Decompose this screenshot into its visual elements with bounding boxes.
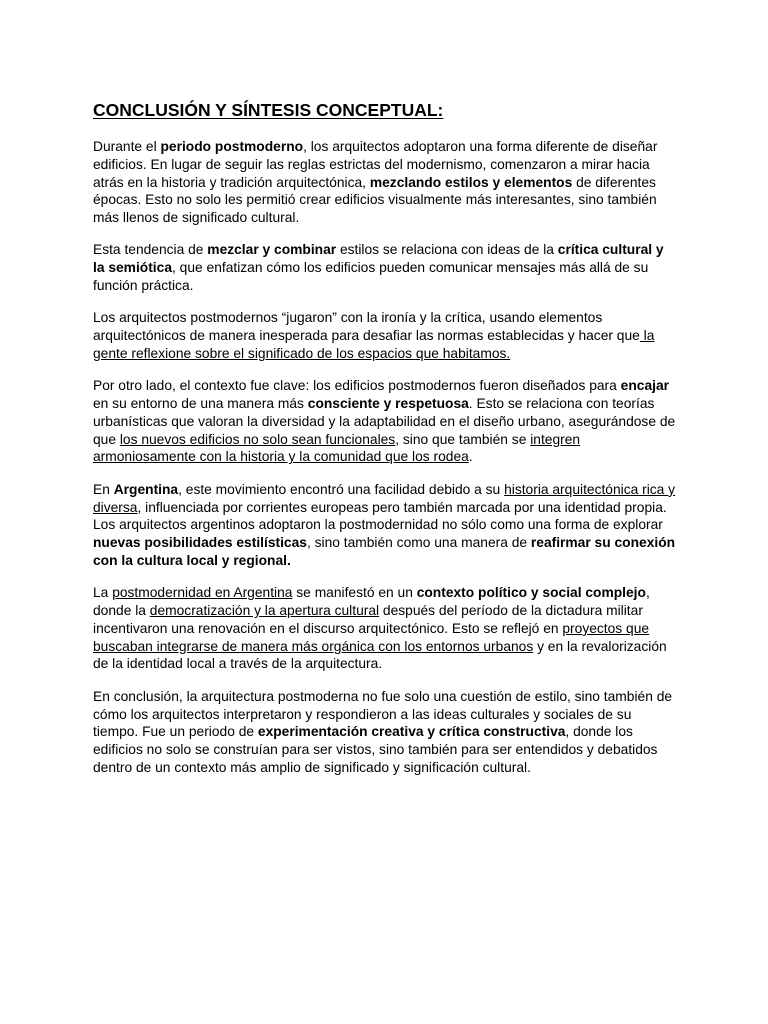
paragraph [93,309,677,362]
text-run: , que enfatizan cómo los edificios pueden comunicar mensajes más allá de su función práctica. [93,260,649,294]
text-run: . Esto se relaciona con teorías urbanísticas que valoran la diversidad y la adaptabilidad en el diseño urbano, asegurándose de que [93,396,676,447]
text-run: de diferentes épocas. Esto no solo les permitió crear edificios visualmente más interesantes, sino también más llenos de significado cultural. [93,174,657,226]
text-run: , los arquitectos adoptaron una forma diferente de diseñar edificios. En lugar de seguir las reglas estrictas del modernismo, comenzaron a mirar hacia atrás en la historia y tradición arquitectónica, [93,139,658,190]
text-run: Durante el [93,139,161,154]
document-title: CONCLUSIÓN Y SÍNTESIS CONCEPTUAL: [93,100,444,120]
text-run: , sino que también se [395,431,531,447]
bold-text: experimentación creativa y crítica constructiva [257,724,566,740]
text-run: En conclusión, la arquitectura postmoderna no fue solo una cuestión de estilo, sino también de cómo los arquitectos interpretaron y respondieron a las ideas culturales y sociales de su tiempo. Fue un periodo de [93,688,673,740]
text-run: después del período de la dictadura militar incentivaron una renovación en el discurso arquitectónico. Esto se reflejó en [93,603,643,636]
text-run: En [93,481,114,497]
document-page [93,100,677,791]
underlined-text: historia arquitectónica rica y diversa [93,481,676,515]
text-run: , donde la [93,585,650,619]
text-run: . [468,449,473,465]
bold-text: Argentina [113,481,179,497]
text-run: Esta tendencia de [93,242,208,258]
underlined-text: proyectos que buscaban integrarse de manera más orgánica con los entornos urbanos [93,620,650,654]
bold-text: encajar [620,378,669,394]
text-run: estilos se relaciona con ideas de la [336,242,558,258]
bold-text: nuevas posibilidades estilísticas [93,535,307,551]
paragraph [93,138,677,227]
text-run: , influenciada por corrientes europeas pero también marcada por una identidad propia. Los arquitectos argentinos adoptaron la postmodernidad no sólo como una forma de explorar [93,499,667,533]
bold-text: mezclar y combinar [207,242,337,258]
paragraph [93,241,677,294]
text-run: en su entorno de una manera más [93,396,308,412]
bold-text: contexto político y social complejo [416,585,646,601]
text-run: se manifestó en un [292,585,417,601]
paragraph [93,481,677,570]
text-run: y en la revalorización de la identidad local a través de la arquitectura. [93,638,667,672]
text-run: Los arquitectos postmodernos “jugaron” con la ironía y la crítica, usando elementos arquitectónicos de manera inesperada para desafiar las normas establecidas y hacer que [93,310,640,344]
paragraph [93,377,677,466]
bold-text: mezclando estilos y elementos [369,174,573,190]
underlined-text: los nuevos edificios no solo sean funcionales [119,431,396,447]
bold-text: consciente y respetuosa [307,396,469,412]
underlined-text: democratización y la apertura cultural [149,603,380,619]
underlined-text: la gente reflexione sobre el significado de los espacios que habitamos. [93,328,655,361]
bold-text: reafirmar su conexión con la cultura local y regional. [93,535,676,568]
text-run: , sino también como una manera de [306,535,531,551]
text-run: Por otro lado, el contexto fue clave: los edificios postmodernos fueron diseñados para [93,378,621,394]
underlined-text: postmodernidad en Argentina [112,585,293,601]
text-run: La [93,585,113,601]
underlined-text: integren armoniosamente con la historia y la comunidad que los rodea [93,431,581,465]
text-run: , donde los edificios no solo se construían para ser vistos, sino también para ser entendidos y debatidos dentro de un contexto más amplio de significado y significación cultural. [93,724,658,775]
bold-text: crítica cultural y la semiótica [93,242,664,276]
paragraph [93,688,677,777]
bold-text: periodo postmoderno [160,139,304,154]
paragraph [93,584,677,673]
text-run: , este movimiento encontró una facilidad debido a su [178,481,505,497]
